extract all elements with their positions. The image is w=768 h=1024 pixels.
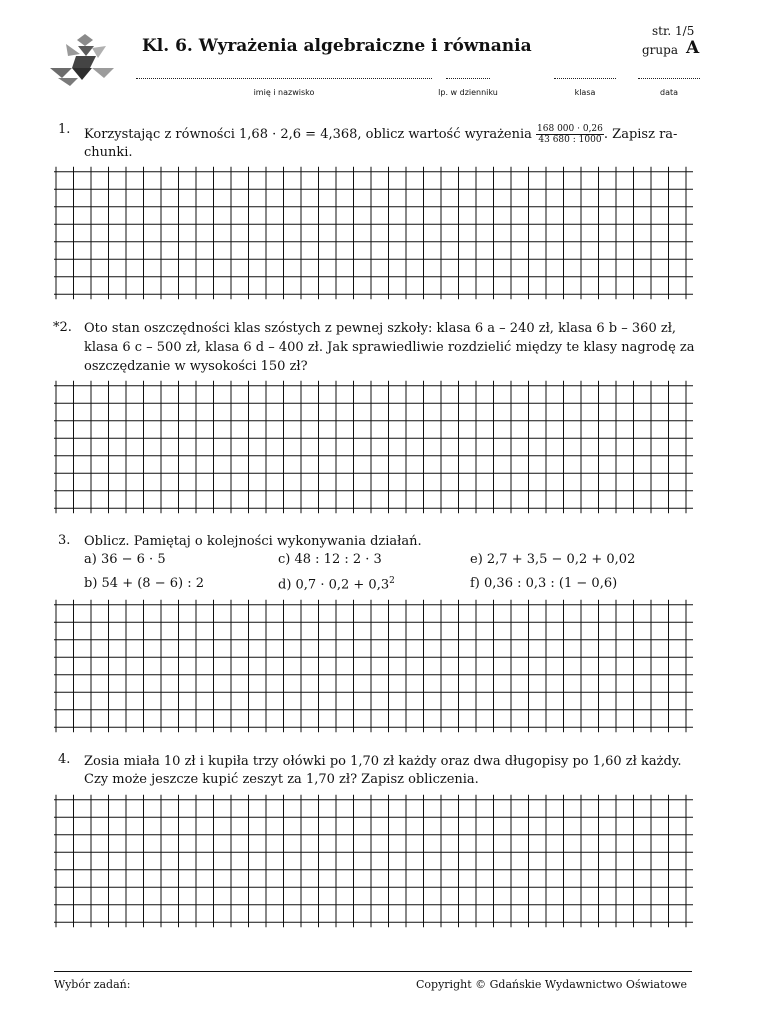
class-field[interactable] — [554, 78, 616, 79]
task-1-text-after: . Zapisz ra- — [603, 127, 678, 142]
task-3e: e) 2,7 + 3,5 − 0,2 + 0,02 — [470, 552, 636, 567]
answer-grid-2[interactable] — [54, 378, 694, 516]
publisher-logo — [48, 34, 118, 86]
date-field-label: data — [659, 88, 679, 97]
footer-divider — [54, 971, 692, 972]
answer-grid-4[interactable] — [54, 792, 694, 930]
task-3-number: 3. — [58, 533, 71, 548]
register-number-label: lp. w dzienniku — [438, 88, 498, 97]
task-2-number: *2. — [53, 320, 72, 335]
fraction-denominator: 43 680 : 1000 — [538, 135, 602, 145]
task-1-text-line2: chunki. — [84, 145, 133, 160]
task-4-number: 4. — [58, 752, 71, 767]
task-3c: c) 48 : 12 : 2 · 3 — [278, 552, 382, 567]
group-letter: A — [686, 38, 700, 58]
group-label: grupa — [642, 43, 678, 57]
worksheet-title: Kl. 6. Wyrażenia algebraiczne i równania — [142, 36, 532, 56]
task-1-fraction — [536, 124, 604, 145]
task-4-line1: Zosia miała 10 zł i kupiła trzy ołówki po 1,70 zł każdy oraz dwa długopisy po 1,60 zł każdy. — [84, 754, 682, 769]
date-field[interactable] — [638, 78, 700, 79]
class-field-label: klasa — [574, 88, 596, 97]
task-2-line1: Oto stan oszczędności klas szóstych z pewnej szkoły: klasa 6 a – 240 zł, klasa 6 b – 360 zł, — [84, 321, 677, 336]
task-1-number: 1. — [58, 122, 71, 137]
fraction-numerator: 168 000 · 0,26 — [537, 124, 603, 134]
task-3-intro: Oblicz. Pamiętaj o kolejności wykonywania działań. — [84, 534, 422, 549]
answer-grid-1[interactable] — [54, 164, 694, 302]
copyright-notice: Copyright © Gdańskie Wydawnictwo Oświatowe — [416, 978, 688, 991]
name-field-label: imię i nazwisko — [253, 88, 315, 97]
task-3b: b) 54 + (8 − 6) : 2 — [84, 576, 204, 591]
task-3d — [278, 576, 395, 592]
task-4-line2: Czy może jeszcze kupić zeszyt za 1,70 zł? Zapisz obliczenia. — [84, 772, 479, 787]
task-3f: f) 0,36 : 0,3 : (1 − 0,6) — [470, 576, 618, 591]
task-2-line2: klasa 6 c – 500 zł, klasa 6 d – 400 zł. Jak sprawiedliwie rozdzielić między te klasy nagrodę za — [84, 340, 695, 355]
task-2-line3: oszczędzanie w wysokości 150 zł? — [84, 359, 308, 374]
answer-grid-3[interactable] — [54, 597, 694, 735]
task-selection-label: Wybór zadań: — [54, 978, 131, 991]
register-number-field[interactable] — [446, 78, 490, 79]
task-3a: a) 36 − 6 · 5 — [84, 552, 166, 567]
task-3d-exponent: 2 — [389, 576, 395, 586]
page-number: str. 1/5 — [652, 24, 695, 38]
task-1-text — [84, 124, 690, 145]
name-field[interactable] — [136, 78, 432, 79]
task-3d-base: d) 0,7 · 0,2 + 0,3 — [278, 577, 390, 593]
task-1-text-before: Korzystając z równości 1,68 · 2,6 = 4,368, oblicz wartość wyrażenia — [84, 127, 532, 142]
